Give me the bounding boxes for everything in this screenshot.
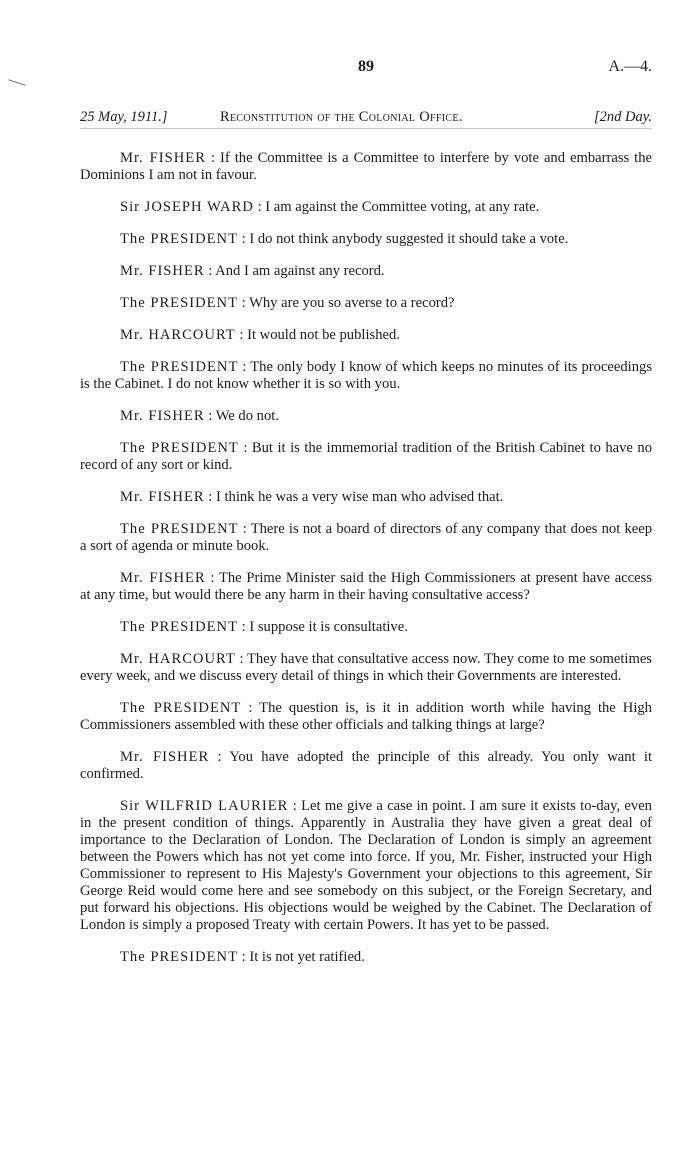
speaker-name: The PRESIDENT <box>120 949 238 965</box>
speaker-name: The PRESIDENT <box>120 619 238 635</box>
speech-text: And I am against any record. <box>215 263 385 279</box>
transcript-paragraph: The PRESIDENT : But it is the immemorial tradition of the British Cabinet to have no record of any sort or kind. <box>80 440 653 473</box>
transcript-paragraph: Mr. HARCOURT : It would not be published. <box>120 327 400 343</box>
page-header <box>80 58 652 80</box>
speaker-name: The PRESIDENT <box>120 700 242 716</box>
transcript-paragraph: The PRESIDENT : I do not think anybody suggested it should take a vote. <box>120 231 569 247</box>
speech-text: I am against the Committee voting, at any rate. <box>265 199 540 215</box>
transcript-paragraph: Mr. FISHER : And I am against any record. <box>120 263 385 279</box>
transcript-paragraph: Mr. HARCOURT : They have that consultative access now. They come to me sometimes every week, and we discuss every detail of things in which their Governments are interested. <box>80 651 652 684</box>
transcript-paragraph: Mr. FISHER : We do not. <box>120 408 279 424</box>
speaker-name: The PRESIDENT <box>120 231 238 247</box>
speech-text: There is not a board of directors of any company that does not keep a sort of agenda or minute book. <box>80 521 652 554</box>
speaker-name: Mr. FISHER <box>120 570 206 586</box>
speech-text: Why are you so averse to a record? <box>249 295 455 311</box>
transcript-paragraph: The PRESIDENT : There is not a board of directors of any company that does not keep a sort of agenda or minute book. <box>80 521 652 554</box>
speaker-name: The PRESIDENT <box>120 440 239 456</box>
speech-text: I think he was a very wise man who advised that. <box>215 489 504 505</box>
speech-text: I suppose it is consultative. <box>249 619 408 635</box>
speech-text: They have that consultative access now. They come to me sometimes every week, and we discuss every detail of things in which their Governments are interested. <box>80 651 652 684</box>
speaker-name: Mr. HARCOURT <box>120 327 236 343</box>
speaker-name: Mr. HARCOURT <box>120 651 236 667</box>
header-rule <box>80 128 652 129</box>
speech-text: If the Committee is a Committee to interfere by vote and embarrass the Dominions I am not in favour. <box>80 150 653 183</box>
transcript-paragraph: Mr. FISHER : The Prime Minister said the High Commissioners at present have access at any time, but would there be any harm in their having consultative access? <box>80 570 652 603</box>
speech-text: The Prime Minister said the High Commissioners at present have access at any time, but would there be any harm in their having consultative access? <box>80 570 652 603</box>
speech-text: The question is, is it in addition worth while having the High Commissioners assembled with these other officials and talking things at large? <box>80 700 652 733</box>
speaker-name: Mr. FISHER <box>120 263 205 279</box>
transcript-paragraph: Mr. FISHER : If the Committee is a Committee to interfere by vote and embarrass the Dominions I am not in favour. <box>80 150 653 183</box>
speaker-name: The PRESIDENT <box>120 295 238 311</box>
document-code: A.—4. <box>608 58 652 75</box>
speech-text: It is not yet ratified. <box>249 949 365 965</box>
speaker-name: Mr. FISHER <box>120 749 210 765</box>
speech-text: We do not. <box>215 408 279 424</box>
transcript-paragraph: The PRESIDENT : Why are you so averse to a record? <box>120 295 455 311</box>
transcript-paragraph: Sir JOSEPH WARD : I am against the Committee voting, at any rate. <box>120 199 540 215</box>
speaker-name: Sir WILFRID LAURIER <box>120 798 289 814</box>
speaker-name: Mr. FISHER <box>120 408 205 424</box>
margin-mark <box>8 79 25 86</box>
speaker-name: The PRESIDENT <box>120 359 239 375</box>
speaker-name: Mr. FISHER <box>120 489 205 505</box>
transcript-paragraph: The PRESIDENT : The only body I know of which keeps no minutes of its proceedings is the Cabinet. I do not know whether it is so with you. <box>80 359 652 392</box>
transcript-paragraph: Mr. FISHER : I think he was a very wise man who advised that. <box>120 489 504 505</box>
running-head-day: [2nd Day. <box>594 109 652 125</box>
speaker-name: The PRESIDENT <box>120 521 239 537</box>
running-head-date: 25 May, 1911.] <box>80 109 168 125</box>
transcript-paragraph: The PRESIDENT : It is not yet ratified. <box>120 949 365 965</box>
speech-text: The only body I know of which keeps no minutes of its proceedings is the Cabinet. I do not know whether it is so with you. <box>80 359 652 392</box>
speaker-name: Sir JOSEPH WARD <box>120 199 254 215</box>
page-number: 89 <box>358 58 374 75</box>
speech-text: But it is the immemorial tradition of the British Cabinet to have no record of any sort or kind. <box>80 440 653 473</box>
speaker-name: Mr. FISHER <box>120 150 206 166</box>
speech-text: I do not think anybody suggested it should take a vote. <box>249 231 569 247</box>
transcript-paragraph: The PRESIDENT : I suppose it is consultative. <box>120 619 408 635</box>
transcript-body <box>80 150 652 981</box>
transcript-paragraph: Sir WILFRID LAURIER : Let me give a case in point. I am sure it exists to-day, even in the present condition of things. Apparently in Australia they have given a great deal of importance to the Declaration of London. The Declaration of London is simply an agreement between the Powers which has not yet come into force. If you, Mr. Fisher, instructed your High Commissioner to represent to His Majesty's Government your objections to this agreement, Sir George Reid would come here and see somebody on this subject, or the Foreign Secretary, and put forward his objections. His objections would be weighed by the Cabinet. The Declaration of London is simply a proposed Treaty with certain Powers. It has yet to be passed. <box>80 798 652 933</box>
speech-text: You have adopted the principle of this already. You only want it confirmed. <box>80 749 653 782</box>
transcript-paragraph: The PRESIDENT : The question is, is it in addition worth while having the High Commissioners assembled with these other officials and talking things at large? <box>80 700 652 733</box>
running-head-title: Reconstitution of the Colonial Office. <box>220 109 463 125</box>
speech-text: Let me give a case in point. I am sure it exists to-day, even in the present condition of things. Apparently in Australia they have given a great deal of importance to the Declaration of London. The Declaration of London is simply an agreement between the Powers which has not yet come into force. If you, Mr. Fisher, instructed your High Commissioner to represent to His Majesty's Government your objections to this agreement, Sir George Reid would come here and see somebody on this subject, or the Foreign Secretary, and put forward his objections. His objections would be weighed by the Cabinet. The Declaration of London is simply a proposed Treaty with certain Powers. It has yet to be passed. <box>80 798 652 933</box>
speech-text: It would not be published. <box>247 327 400 343</box>
transcript-paragraph: Mr. FISHER : You have adopted the principle of this already. You only want it confirmed. <box>80 749 653 782</box>
